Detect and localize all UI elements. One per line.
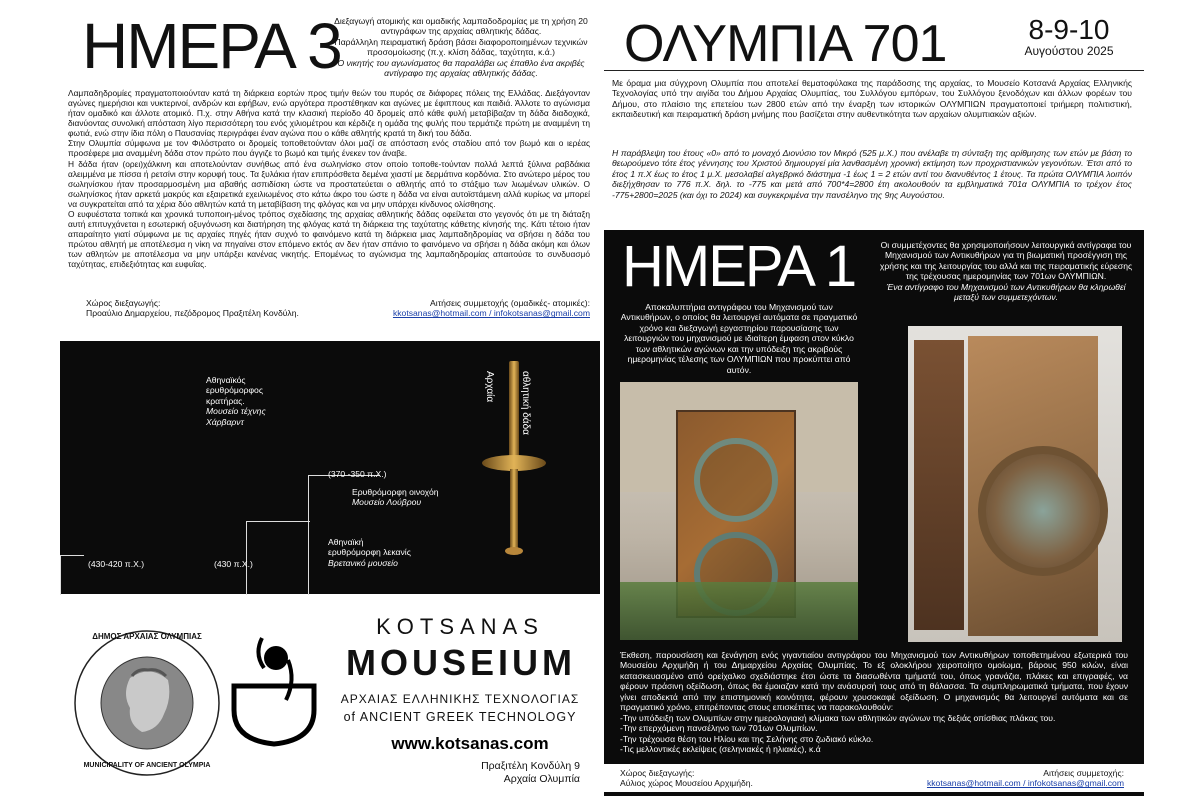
oinochoe-name: Ερυθρόμορφη οινοχόη [352, 487, 439, 497]
date-430: (430 π.Χ.) [214, 559, 253, 569]
lekanis-caption [328, 537, 411, 568]
lekanis-line-2: ερυθρόμορφη λεκανίς [328, 547, 411, 558]
day1-venue-label: Χώρος διεξαγωγής: [620, 768, 695, 778]
bullet-3: -Την τρέχουσα θέση του Ηλίου και της Σελήνης στο ζωδιακό κύκλο. [620, 733, 874, 744]
museum-name-1: KOTSANAS [376, 614, 544, 639]
date-430-420: (430-420 π.Χ.) [88, 559, 145, 569]
olympia-title: ΟΛΥΜΠΙΑ 701 [624, 15, 947, 73]
day1-bottom-text [620, 650, 1128, 755]
date-370: (370 -350 π.Χ.) [328, 469, 387, 479]
address-line-1: Πραξιτέλη Κονδύλη 9 [481, 760, 580, 772]
day3-apply [350, 298, 590, 319]
museum-sub-en: of ANCIENT GREEK TECHNOLOGY [343, 710, 577, 724]
krater-line-2: ερυθρόμορφος [206, 385, 263, 396]
day3-venue [86, 298, 366, 319]
side-italic: Ένα αντίγραφο του Μηχανισμού των Αντικυθήρων θα κληρωθεί μεταξύ των συμμετεχόντων. [886, 281, 1126, 303]
day3-intro-3: Ο νικητής του αγωνίσματος θα παραλάβει ως έπαθλο ένα ακριβές αντίγραφο της αρχαίας αθλητικής δάδας. [337, 57, 585, 79]
municipality-seal [72, 628, 222, 778]
krater-museum-2: Χάρβαρντ [206, 416, 244, 427]
step-line-1 [60, 555, 84, 595]
body-para-3: Η δάδα ήταν (ορει)χάλκινη και αποτελούνταν συνήθως από ένα σωληνίσκο στον οποίο τοποθε-τούνταν πολλά λεπτά ξύλινα ραβδάκια αλειμμένα με πίσσα ή ρετσίνι στην κορυφή τους. Τα ξυλάκια ήταν επιπρόσθετα δεμένα χιαστί με δερμάτινα κορδόνια. Στο ανώτερο μέρος του σωληνίσκου ήταν προσαρμοσμένη μια αβαθής ασπιδίσκη ώστε να προστατεύεται ο αθλητής από το στάξιμο των λιωμένων υλικών. Ο σωληνίσκος ήταν αρκετά μακρύς και εξαιρετικά εχειλιωμένος στο κάτω άκρο του ώστε η δάδα να είναι αυτοϊστάμενη αλλά κυρίως να μπορεί να συγκρατείται από τα χέρια δύο αθλητών κατά τη μεταβίβαση της φλόγας και να μην υπάρχει κίνδυνος ολίσθησης. [68, 158, 590, 209]
oinochoe-museum: Μουσείο Λούβρου [352, 497, 422, 508]
address [450, 760, 580, 786]
side-text: Οι συμμετέχοντες θα χρησιμοποιήσουν λειτουργικά αντίγραφα του Μηχανισμού των Αντικυθήρων για τη βιωματική προσέγγιση της χρήσης και της λειτουργίας του αλλά και της πειραματικής εύρεσης της τρέχουσας ημερομηνίας των 701ων ΟΛΥΜΠΙΩΝ. [879, 240, 1133, 282]
seal-top-label: ΔΗΜΟΣ ΑΡΧΑΙΑΣ ΟΛΥΜΠΙΑΣ [92, 632, 202, 641]
museum-name-2: MOUSEIUM [346, 642, 576, 683]
museum-logo-mark [224, 628, 324, 748]
mechanism-photo-2 [908, 326, 1122, 642]
bottom-text: Έκθεση, παρουσίαση και ξενάγηση ενός γιγαντιαίου αντιγράφου του Μηχανισμού των Αντικυθήρων τοποθετημένου εξωτερικά του Μουσείου Αρχιμήδη ή του Δημαρχείου Αρχαίας Ολυμπίας. Το εξ ολοκλήρου χειροποίητο ομοίωμα, βάρους 950 κιλών, είναι κατασκευασμένο από ορείχαλκο σχεδιάστηκε έτσι ώστε τα διασωθέντα τμήματά του, όπως γρανάζια, πλάκες και επιγραφές, να φέρουν πράσινη οξείδωση, όπως θα έμοιαζαν κατά την ανάσυρσή τους από τη θάλασσα. Τα συμπληρωματικά τμήματα, που έχουν γίνει αποδεκτά από την επιστημονική κοινότητα, φέρουν χρυσοκαφέ οξείδωση. Ο μηχανισμός θα λειτουργεί αυτόματα και σε πραγματικό χρόνο, επιτρέποντας στους επισκέπτες να παρακολουθούν: [620, 650, 1128, 713]
oinochoe-caption [352, 487, 439, 508]
day1-apply [884, 768, 1124, 789]
venue-value: Προαύλιο Δημαρχείου, πεζόδρομος Πραξιτέλη Κονδύλη. [86, 308, 299, 319]
day1-apply-email-link[interactable]: kkotsanas@hotmail.com / infokotsanas@gmail.com [926, 778, 1124, 789]
mechanism-photo-1 [620, 382, 858, 640]
photo-2-side [914, 340, 964, 630]
day3-title: ΗΜΕΡΑ 3 [82, 10, 341, 82]
torch-label-2: αθλητική δάδα [520, 371, 531, 435]
day3-intro-1: Διεξαγωγή ατομικής και ομαδικής λαμπαδοδρομίας με τη χρήση 20 αντιγράφων της αρχαίας αθλητικής δάδας. [334, 16, 588, 37]
photo-2-gear [978, 446, 1108, 576]
photo-1-plants [620, 582, 858, 640]
torch-label-1: Αρχαία [484, 371, 495, 403]
vases-panel [60, 341, 600, 594]
day3-intro-2: Παράλληλη πειραματική δράση βάσει διαφοροποιημένων τεχνικών προσομοίωσης (π.χ. κλίση δάδας, ταχύτητα, κ.ά.) [334, 36, 588, 58]
day1-apply-label: Αιτήσεις συμμετοχής: [1043, 768, 1124, 778]
body-para-4: Ο ευφυέστατα τοπικά και χρονικά τυποποιη-μένος τρόπος σχεδίασης της αρχαίας αθλητικής δάδας οφείλεται στο γεγονός ότι με τη διάταξη αυτή επιτυγχάνεται η εσωτερική οξυγόνωση και διατήρηση της φλόγας κατά τη διάρκεια της ταχύτατης κάθετης κίνησής της. Κάτι τέτοιο ήταν απαραίτητο γιατί σύμφωνα με τις αρχαίες πηγές ήταν συχνό το φαινόμενο κατά τη διάρκεια μιας λαμπαδηδρομίας να σβήσει η δάδα του πρώτου αθλητή με αποτέλεσμα η νίκη να πηγαίνει στον επόμενο εκτός αν δεν ήταν σπάνιο το φαινόμενο να σβήσει η δάδα ακόμη και όλων των αθλητών με αποτέλεσμα να μην υπάρξει κανένας νικητής. Επομένως το αγώνισμα της λαμπαδηδρομίας απαιτούσε το συνδυασμό ταχύτητας, επιδεξιότητας και ευφυΐας. [68, 208, 590, 270]
address-line-2: Αρχαία Ολυμπία [503, 773, 580, 786]
seal-text-top [72, 632, 222, 641]
day1-panel [604, 230, 1144, 796]
day3-body [68, 88, 590, 269]
bullet-2: -Την επερχόμενη πανσέληνο των 701ων Ολυμπίων. [620, 723, 818, 734]
lekanis-line-1: Αθηναϊκή [328, 537, 364, 547]
torch-label-2-wrap [520, 371, 531, 435]
dates-label: 8-9-10 [1028, 14, 1110, 45]
bullet-1: -Την υπόδειξη των Ολυμπίων στην ημερολογιακή κλίμακα των αθλητικών αγώνων της δεξιάς οπίσθιας πλάκας του. [620, 712, 1056, 723]
lekanis-museum: Βρετανικό μουσείο [328, 557, 398, 568]
krater-caption [206, 375, 266, 427]
olympia-intro: Με όραμα μια σύγχρονη Ολυμπία που αποτελεί θεματοφύλακα της παράδοσης της αρχαίας, το Μουσείο Κοτσανά Αρχαίας Ελληνικής Τεχνολογίας υπό την αιγίδα του Δήμου Αρχαίας Ολυμπίας, του Συλλόγου εμπόρων, του Συλλόγου ξενοδόχων και άλλων φορέων του Δήμου, στο πλαίσιο της επετείου των 2800 ετών από την έναρξη των ιστορικών ΟΛΥΜΠΙΩΝ πραγματοποιεί τριήμερη πολιτιστική, εκπαιδευτική και πειραματική δράση μνήμης που βασίζεται στην αυθεντικότητα των αρχαίων ολυμπιακών αξιών. [612, 78, 1132, 120]
title-rule [604, 70, 1144, 71]
left-page [60, 8, 600, 792]
day1-venue-value: Αύλιος χώρος Μουσείου Αρχιμήδη. [620, 778, 753, 789]
day1-title: ΗΜΕΡΑ 1 [622, 234, 856, 299]
olympia-note: Η παράβλεψη του έτους «0» από το μοναχό Διονύσιο τον Μικρό (525 μ.Χ.) που ανέλαβε τη σύνταξη της αρίθμησης των ετών με βάση το θεωρούμενο τότε έτος γέννησης του Χριστού δημιουργεί μία λανθασμένη χρονική εκτίμηση των προχριστιανικών γεγονότων. Έτσι από το έτος 1 π.Χ έως το έτος 1 μ.Χ. μεσολαβεί αλγεβρικό διάστημα -1 έως 1 = 2 ετών αντί του διανυθέντος 1 έτους. Τα πρώτα ΟΛΥΜΠΙΑ λοιπόν διεξήχθησαν το 776 π.Χ. δηλ. το -775 και μετά από 700*4=2800 έτη ακολουθούν τα εμβληματικά 701α ΟΛΥΜΠΙΑ το τρέχον έτος -775+2800=2025 (και όχι το 2024) και συγκεκριμένα την πανσέληνο της 9ης Αυγούστου. [612, 148, 1132, 200]
month-label: Αυγούστου 2025 [1024, 44, 1114, 58]
event-dates [1004, 16, 1134, 58]
museum-sub-gr: ΑΡΧΑΙΑΣ ΕΛΛΗΝΙΚΗΣ ΤΕΧΝΟΛΟΓΙΑΣ [340, 692, 580, 706]
website-link[interactable]: www.kotsanas.com [391, 734, 549, 753]
day3-intro [332, 16, 590, 79]
torch-label [484, 371, 495, 402]
right-page [604, 8, 1144, 792]
day1-desc: Αποκαλυπτήρια αντιγράφου του Μηχανισμού των Αντικυθήρων, ο οποίος θα λειτουργεί αυτόματα σε πραγματικό χρόνο και διεξαγωγή εργαστηρίου παρουσίασης των λειτουργιών του μηχανισμού με ιδιαίτερη έμφαση στον κύκλο των αθλητικών αγώνων και την υπόδειξη της ακριβούς ημερομηνίας τέλεσης των ΟΛΥΜΠΙΩΝ που προκύπτει από αυτόν. [620, 302, 858, 375]
krater-line-3: κρατήρας. [206, 395, 245, 406]
venue-label: Χώρος διεξαγωγής: [86, 298, 161, 308]
apply-email-link[interactable]: kkotsanas@hotmail.com / infokotsanas@gmail.com [392, 308, 590, 319]
seal-graphic [72, 628, 222, 778]
bullet-4: -Τις μελλοντικές εκλείψεις (σεληνιακές ή ηλιακές), κ.ά [620, 744, 821, 755]
step-line-2 [246, 521, 310, 595]
day1-side-text [876, 240, 1136, 303]
right-footer [604, 764, 1144, 792]
krater-line-1: Αθηναϊκός [206, 375, 246, 385]
krater-museum-1: Μουσείο τέχνης [206, 406, 266, 417]
apply-label: Αιτήσεις συμμετοχής (ομαδικές- ατομικές): [430, 298, 590, 308]
seal-bottom-label: MUNICIPALITY OF ANCIENT OLYMPIA [83, 762, 211, 769]
seal-text-bottom [72, 762, 222, 769]
body-para-2: Στην Ολυμπία σύμφωνα με τον Φιλόστρατο οι δρομείς τοποθετούνταν όλοι μαζί σε απόσταση ενός σταδίου από τον βωμό και ο ιερέας προσέφερε μια αναμμένη δάδα στον πρώτο που άγγιζε το βωμό και τιμής ένεκεν τον άναβε. [68, 138, 590, 159]
day1-venue [620, 768, 880, 789]
photo-1-gear-upper [694, 438, 778, 522]
body-para-1: Λαμπαδηδρομίες πραγματοποιούνταν κατά τη διάρκεια εορτών προς τιμήν θεών του πυρός σε διάφορες πόλεις της Ελλάδας. Διεξάγονταν αγώνες ημερήσιοι και νυκτερινοί, ανδρών και εφήβων, ενώ αργότερα προστέθηκαν και αγώνες με έφιππους και παιδιά. Άλλοτε το αγώνισμα ήταν ομαδικό και άλλοτε ατομικό. Π.χ. στην Αθήνα κατά την κλασική περίοδο 40 δρομείς από κάθε φυλή μεταβίβαζαν τη δάδα διαδοχικά, διανύοντας συνολική απόσταση λίγο περισσότερη του ενός χιλιομέτρου και κέρδιζε η ομάδα της φυλής που τερμάτιζε πρώτη με αναμμένη τη φωτιά, ενώ στην ίδια πόλη ο Παυσανίας περιγράφει έναν αγώνα που ο κάθε αθλητής κρατά τη δική του δάδα. [68, 88, 590, 139]
